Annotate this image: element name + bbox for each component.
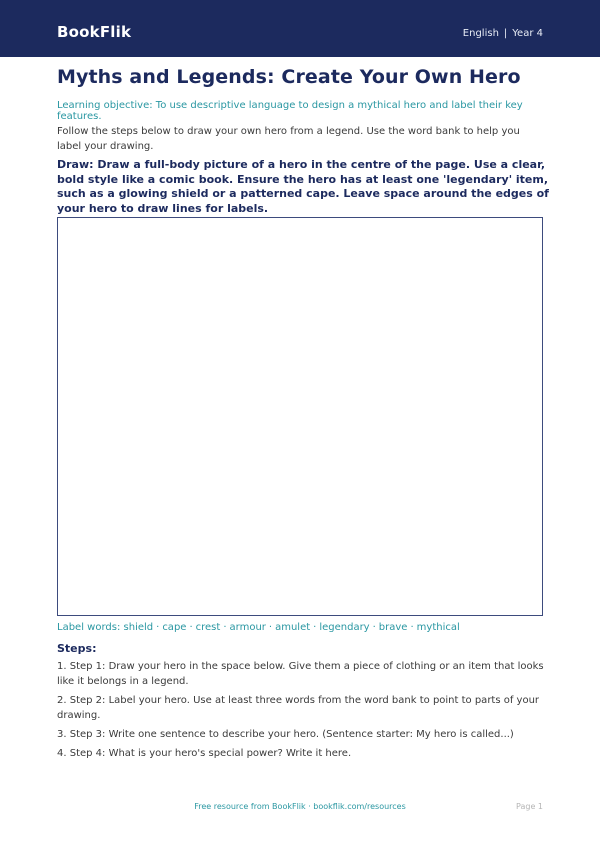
page-number: Page 1 xyxy=(516,802,543,811)
word-bank-item: amulet xyxy=(275,622,311,633)
word-separator: · xyxy=(410,622,414,633)
word-separator: · xyxy=(223,622,227,633)
word-bank-item: mythical xyxy=(416,622,460,633)
footer-text: Free resource from BookFlik · bookflik.com/resources xyxy=(194,802,406,811)
word-bank-list xyxy=(124,622,460,633)
word-bank-item: legendary xyxy=(319,622,370,633)
step-item: 3. Step 3: Write one sentence to describe your hero. (Sentence starter: My hero is called...) xyxy=(57,729,514,740)
word-bank-item: brave xyxy=(378,622,408,633)
word-separator: · xyxy=(268,622,273,633)
label-words xyxy=(57,622,460,633)
intro-text: Follow the steps below to draw your own hero from a legend. Use the word bank to help you label your drawing. xyxy=(57,126,520,152)
word-bank-item: armour xyxy=(229,622,266,633)
word-separator: · xyxy=(372,622,376,633)
learning-objective: Learning objective: To use descriptive language to design a mythical hero and label their key features. xyxy=(57,100,523,122)
subject-label: English xyxy=(462,28,499,39)
word-bank-item: crest xyxy=(195,622,221,633)
draw-instruction: Draw: Draw a full-body picture of a hero in the centre of the page. Use a clear, bold style like a comic book. Ensure the hero has at least one 'legendary' item, such as a glowing shield or a patterned cape. Leave space around the edges of your hero to draw lines for labels. xyxy=(57,158,549,215)
word-bank-item: shield xyxy=(123,622,154,633)
header-bar xyxy=(0,0,600,57)
word-separator: · xyxy=(189,622,193,633)
step-item: 1. Step 1: Draw your hero in the space below. Give them a piece of clothing or an item that looks like it belongs in a legend. xyxy=(57,661,544,687)
header-meta xyxy=(463,28,543,39)
meta-separator: | xyxy=(503,28,508,39)
steps-heading: Steps: xyxy=(57,642,97,655)
drawing-area[interactable] xyxy=(57,217,543,616)
word-bank-item: cape xyxy=(162,622,187,633)
step-item: 2. Step 2: Label your hero. Use at least three words from the word bank to point to parts of your drawing. xyxy=(57,695,540,721)
brand-logo[interactable]: BookFlik xyxy=(57,23,132,41)
label-words-prefix: Label words: xyxy=(57,622,121,633)
word-separator: · xyxy=(313,622,317,633)
steps-list xyxy=(57,659,547,765)
year-label: Year 4 xyxy=(512,28,543,39)
step-item: 4. Step 4: What is your hero's special power? Write it here. xyxy=(57,748,352,759)
word-separator: · xyxy=(156,622,160,633)
page-title: Myths and Legends: Create Your Own Hero xyxy=(57,66,521,88)
